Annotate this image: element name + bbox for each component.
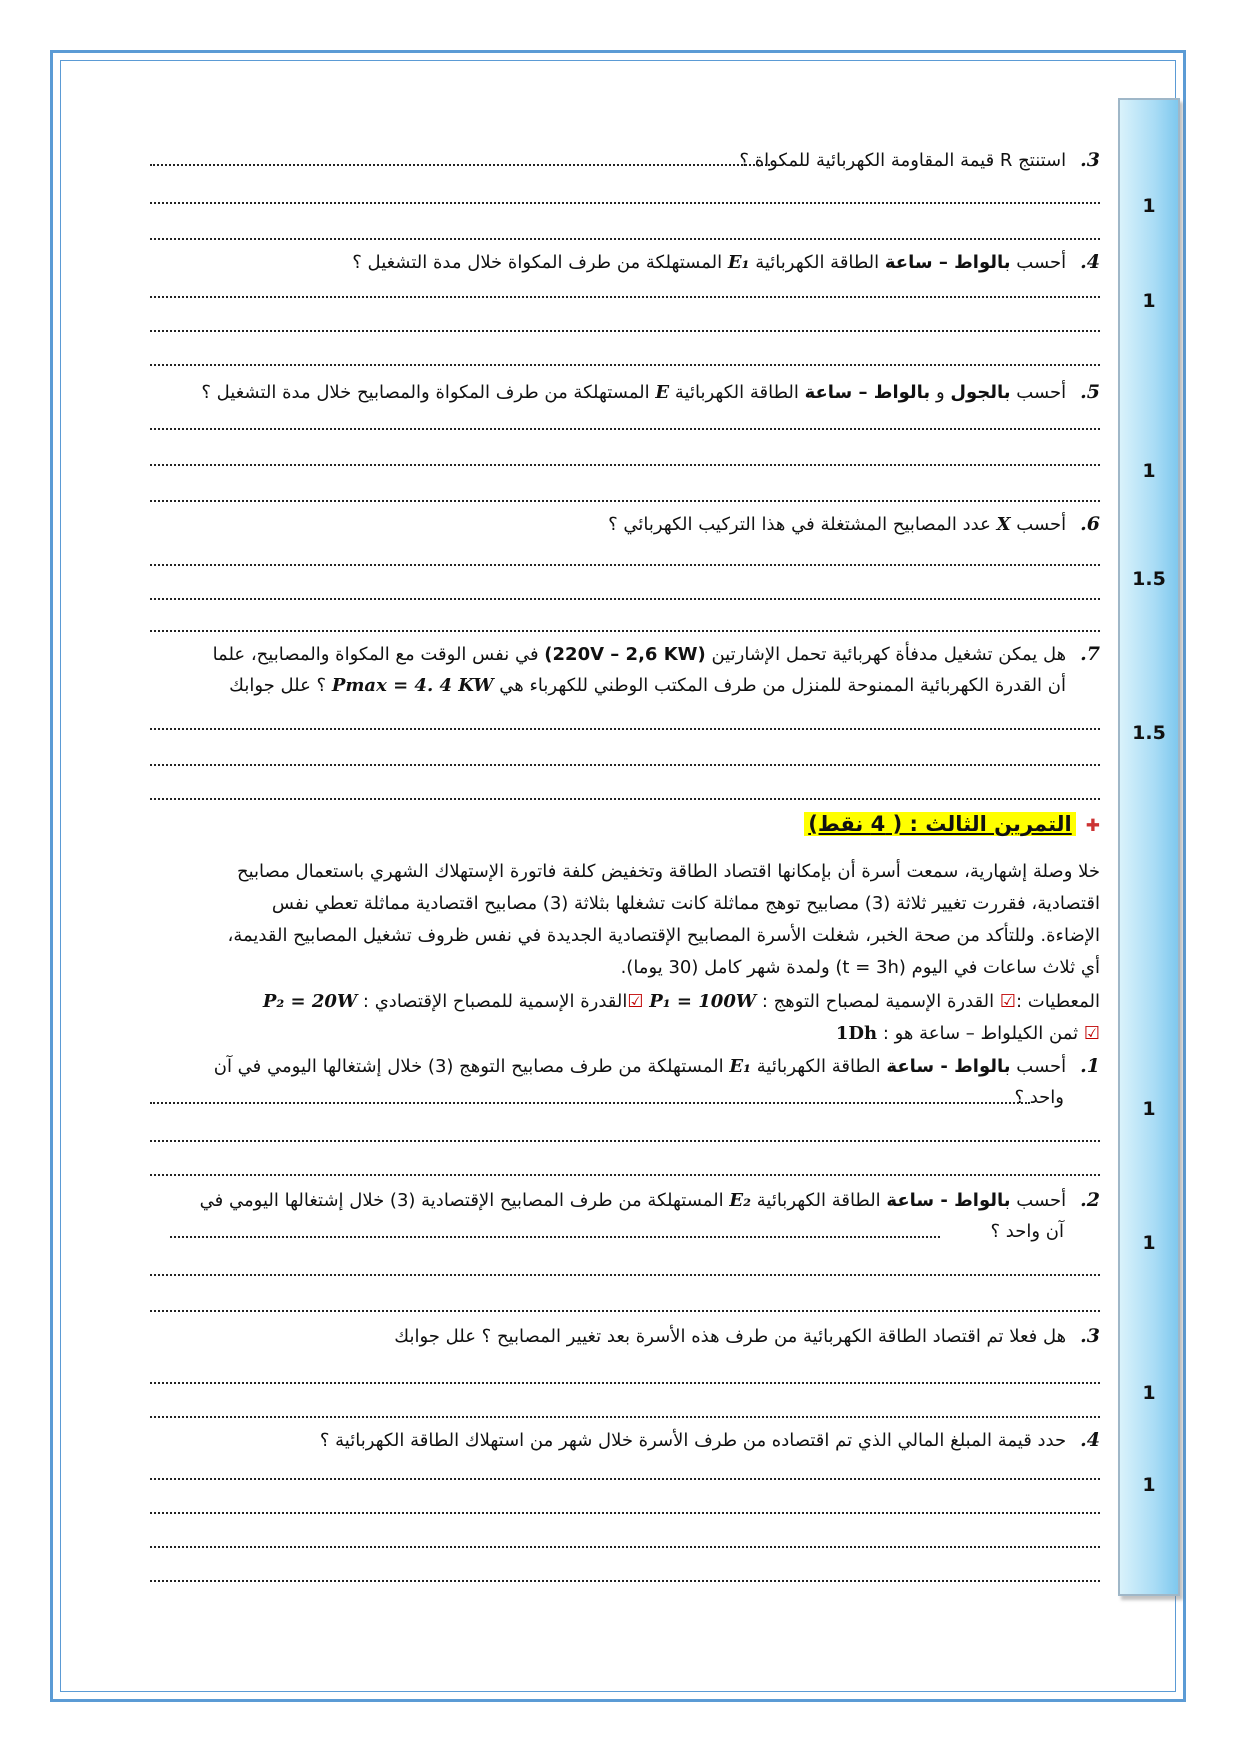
givens-label: المعطيات : (1016, 991, 1100, 1012)
question-number: 6. (1080, 513, 1100, 535)
math-symbol: E₁ (729, 1056, 751, 1077)
score-q5: 1 (1142, 460, 1156, 482)
checkbox-icon: ☑ (1083, 1023, 1100, 1044)
arrow-bullet-icon: ✚ (1085, 816, 1100, 836)
intro-line: اقتصادية، فقررت تغيير ثلاثة (3) مصابيح توهج مماثلة كانت تشغلها بثلاثة (3) مصابيح اقتصادية مماثلة تعطي نفس (271, 893, 1100, 914)
answer-line (150, 1408, 1100, 1418)
question-number: 7. (1080, 643, 1100, 665)
bold-text: بالواط - ساعة (886, 1056, 1011, 1077)
text: آن واحد ؟ (990, 1221, 1064, 1242)
answer-line (150, 756, 1100, 766)
question-7-line-2 (150, 672, 1100, 700)
answer-line (150, 556, 1100, 566)
score-ex3-q4: 1 (1142, 1474, 1156, 1496)
question-number: 5. (1080, 381, 1100, 403)
answer-line (150, 156, 770, 166)
text: الطاقة الكهربائية (756, 1056, 881, 1077)
question-number: 3. (1080, 1325, 1100, 1347)
answer-line (150, 720, 1100, 730)
question-number: 4. (1080, 251, 1100, 273)
math-symbol: E (655, 382, 670, 403)
exercise-3-heading (790, 812, 1100, 836)
intro-line: خلا وصلة إشهارية، سمعت أسرة أن بإمكانها اقتصاد الطاقة وتخفيض كلفة فاتورة الإستهلاك الشهري باستعمال مصابيح (237, 861, 1100, 882)
text: المستهلكة من طرف المصابيح الإقتصادية (3) خلال إشتغالها اليومي في (199, 1190, 724, 1211)
score-q4: 1 (1142, 290, 1156, 312)
answer-line (150, 322, 1100, 332)
given-text: القدرة الإسمية لمصباح التوهج : (761, 991, 995, 1012)
text: الطاقة الكهربائية (674, 382, 799, 403)
answer-line (150, 1538, 1100, 1548)
question-7-line-1 (150, 640, 1100, 669)
text: واحد ؟ (1014, 1087, 1064, 1108)
answer-line (150, 194, 1100, 204)
text: المستهلكة من طرف مصابيح التوهج (3) خلال إشتغالها اليومي في آن (213, 1056, 724, 1077)
answer-line (150, 1470, 1100, 1480)
question-number: 4. (1080, 1429, 1100, 1451)
givens-line-2 (150, 1020, 1100, 1048)
answer-line (170, 1228, 940, 1238)
text: في نفس الوقت مع المكواة والمصابيح، علما (212, 644, 539, 665)
answer-line (150, 1504, 1100, 1514)
ex3-question-4 (150, 1426, 1100, 1455)
given-text: ثمن الكيلواط – ساعة هو : (882, 1023, 1079, 1044)
answer-line (150, 230, 1100, 240)
text: المستهلكة من طرف المكواة والمصابيح خلال مدة التشغيل ؟ (201, 382, 650, 403)
bold-text: بالواط - ساعة (886, 1190, 1011, 1211)
answer-line (150, 1374, 1100, 1384)
answer-line (150, 356, 1100, 366)
ex3-question-3 (150, 1322, 1100, 1351)
answer-line (150, 456, 1100, 466)
text: أن القدرة الكهربائية الممنوحة للمنزل من طرف المكتب الوطني للكهرباء هي (499, 675, 1066, 696)
question-6 (150, 510, 1100, 539)
answer-line (150, 790, 1100, 800)
answer-line (150, 1302, 1100, 1312)
givens-line-1 (150, 988, 1100, 1016)
score-q3: 1 (1142, 195, 1156, 217)
math-p2: P₂ = 20W (262, 991, 358, 1012)
checkbox-icon: ☑ (999, 991, 1016, 1012)
question-number: 3. (1080, 149, 1100, 171)
bold-text: بالواط – ساعة (804, 382, 931, 403)
answer-line (150, 288, 1100, 298)
text: هل يمكن تشغيل مدفأة كهربائية تحمل الإشارتين (711, 644, 1067, 665)
question-4 (150, 248, 1100, 277)
answer-line (150, 1132, 1100, 1142)
text: ؟ علل جوابك (229, 675, 327, 696)
bold-text: بالواط – ساعة (884, 252, 1011, 273)
score-column (1118, 98, 1180, 1596)
answer-line (150, 1572, 1100, 1582)
question-number: 2. (1080, 1189, 1100, 1211)
answer-line (150, 492, 1100, 502)
answer-line (150, 1094, 1030, 1104)
checkbox-icon: ☑ (627, 991, 644, 1012)
heading-text: التمرين الثالث : ( 4 نقط) (804, 812, 1076, 836)
answer-line (150, 1266, 1100, 1276)
intro-line: أي ثلاث ساعات في اليوم (t = 3h) ولمدة شهر كامل (30 يوما). (620, 957, 1100, 978)
text: المستهلكة من طرف المكواة خلال مدة التشغيل ؟ (352, 252, 723, 273)
math-symbol: E₁ (727, 252, 750, 273)
bold-text: بالجول (950, 382, 1011, 403)
text: عدد المصابيح المشتغلة في هذا التركيب الكهربائي ؟ (608, 514, 991, 535)
math-symbol: X (996, 514, 1011, 535)
text: الطاقة الكهربائية (756, 1190, 881, 1211)
score-ex3-q1: 1 (1142, 1098, 1156, 1120)
text: أحسب (1016, 252, 1067, 273)
score-q7: 1.5 (1132, 722, 1166, 744)
text: الطاقة الكهربائية (755, 252, 880, 273)
answer-line (150, 622, 1100, 632)
exercise-3-intro (150, 856, 1100, 984)
text: و (935, 382, 945, 403)
heater-rating: (220V – 2,6 KW) (544, 644, 706, 665)
text: أحسب (1016, 514, 1067, 535)
score-ex3-q3: 1 (1142, 1382, 1156, 1404)
math-pmax: Pmax = 4. 4 KW (331, 675, 494, 696)
answer-line (150, 1166, 1100, 1176)
text: أحسب (1016, 1190, 1067, 1211)
score-ex3-q2: 1 (1142, 1232, 1156, 1254)
score-q6: 1.5 (1132, 568, 1166, 590)
question-text: هل فعلا تم اقتصاد الطاقة الكهربائية من طرف هذه الأسرة بعد تغيير المصابيح ؟ علل جوابك (394, 1326, 1067, 1347)
text: أحسب (1016, 1056, 1067, 1077)
text: أحسب (1016, 382, 1067, 403)
math-p1: P₁ = 100W (649, 991, 757, 1012)
question-text: استنتج R قيمة المقاومة الكهربائية للمكواة ؟ (739, 150, 1067, 171)
question-text: حدد قيمة المبلغ المالي الذي تم اقتصاده من طرف الأسرة خلال شهر من استهلاك الطاقة الكهربائية ؟ (319, 1430, 1067, 1451)
given-text: القدرة الإسمية للمصباح الإقتصادي : (362, 991, 628, 1012)
answer-line (150, 420, 1100, 430)
price-value: 1Dh (835, 1023, 878, 1044)
question-number: 1. (1080, 1055, 1100, 1077)
ex3-question-1 (150, 1052, 1100, 1081)
answer-line (150, 590, 1100, 600)
ex3-question-2 (150, 1186, 1100, 1215)
question-5 (150, 378, 1100, 407)
math-symbol: E₂ (729, 1190, 751, 1211)
intro-line: الإضاءة. وللتأكد من صحة الخبر، شغلت الأسرة المصابيح الإقتصادية الجديدة في نفس ظروف تشغيل المصابيح القديمة، (227, 925, 1100, 946)
